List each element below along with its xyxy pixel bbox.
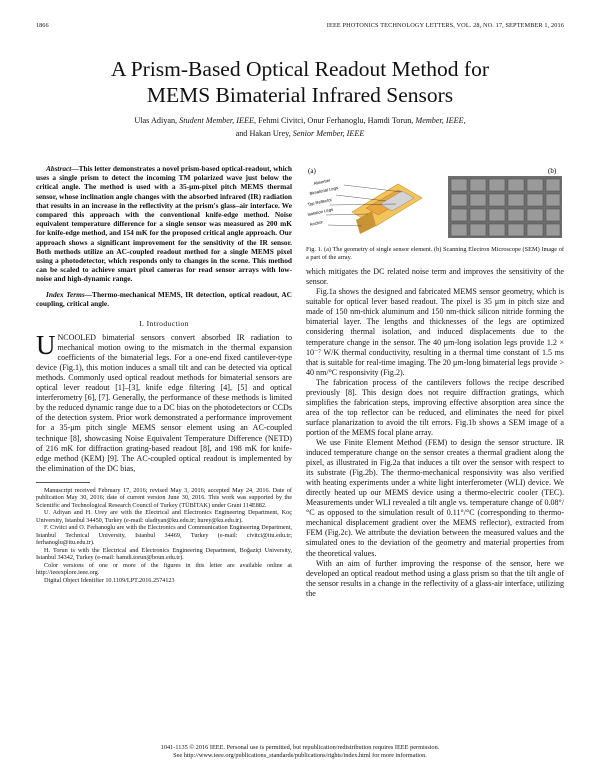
body-paragraph: With an aim of further improving the response of the sensor, here we developed an optical readout method using a glass prism so that the tilt angle of the sensor results in a change in the reflectivity of a glass-air interface, utilizing the xyxy=(306,558,564,598)
paper-title xyxy=(40,56,560,108)
author-1: Ulas Adiyan, xyxy=(134,116,178,125)
body-paragraph: The fabrication process of the cantilevers follows the recipe described previously [8]. This design does not require diffraction gratings, which simplifies the fabrication steps, improving effective absorption area since the area of the top reflector can be reduced, and eliminates the need for pixel surface planarization to avoid the tilt errors. Fig.1b shows a SEM image of a portion of the MEMS focal plane array. xyxy=(306,377,564,437)
right-column xyxy=(306,164,564,599)
footnote-rule xyxy=(36,482,90,483)
drop-cap: U xyxy=(36,330,56,361)
sensor-geometry-figure xyxy=(306,164,434,240)
footnote: Manuscript received February 17, 2016; revised May 3, 2016; accepted May 24, 2016. Date of publication May 30, 2016; date of current version June 30, 2016. This work was supported by the Scientific and Technological Research Council of Turkey (TÜBİTAK) under Grant 114E882. xyxy=(36,486,292,509)
label-isolation-legs: Isolation Legs xyxy=(307,206,334,217)
author-2-4-role: Member, IEEE, xyxy=(415,116,466,125)
journal-name: IEEE PHOTONICS TECHNOLOGY LETTERS, VOL. 28, NO. 17, SEPTEMBER 1, 2016 xyxy=(326,22,564,29)
label-top-reflector: Top Reflector xyxy=(307,196,333,207)
footnote: H. Torun is with the Electrical and Electronics Engineering Department, Boğaziçi University, Istanbul 34342, Turkey (e-mail: hamdi.torun@boun.edu.tr). xyxy=(36,546,292,562)
section-heading-introduction: I. Introduction xyxy=(139,319,189,329)
footnote: Color versions of one or more of the figures in this letter are available online at http://ieeexplore.ieee.org. xyxy=(36,561,292,577)
title-line-1: A Prism-Based Optical Readout Method for xyxy=(111,57,489,81)
abstract-text: —This letter demonstrates a novel prism-based optical-readout, which uses a single prism to detect the incoming TM polarized wave just below the critical angle. The method is used with a 35-μm-pixel pitch MEMS thermal sensor, whose inclination angle changes with the absorbed infrared (IR) radiation that results in an increase in the reflectivity at the prism's glass–air interface. We compared this approach with the conventional knife-edge method. Noise equivalent temperature difference for a single sensor was measured as 200 mK for knife-edge method, and 154 mK for the proposed critical angle approach. Our approach shows a significant improvement for the sensitivity of the IR sensor. Both methods utilize an AC-coupled readout method for a single MEMS pixel using a photodetector, which responds only to changes in the scene. This method can be scaled to achieve smart pixel cameras for read sensor arrays with low-noise and high-dynamic range. xyxy=(36,164,292,284)
body-paragraph: We use Finite Element Method (FEM) to design the sensor structure. IR induced temperature change on the sensor creates a thermal gradient along the pixel, as illustrated in Fig.2a that induces a tilt over the sensor with respect to its substrate (Fig.2b). The thermo-mechanical responsivity was also verified with heating experiments under a white light interferometer (WLI) device. We directly heated up our MEMS device using a thermo-electric cooler (TEC). Measurements under WLI revealed a tilt angle vs. temperature change of 0.08°/°C as opposed to the simulation result of 0.11°/°C (corresponding to thermo-mechanical displacement gradient over the MEMS reflector), extracted from FEM (Fig.2c). We attribute the deviation between the measured values and the simulated ones to the deviation of the geometry and material properties from the theoretical values. xyxy=(306,437,564,558)
index-terms-text: —Thermo-mechanical MEMS, IR detection, optical readout, AC coupling, critical angle. xyxy=(36,289,292,308)
label-anchor: Anchor xyxy=(309,219,324,227)
index-terms xyxy=(36,290,292,308)
page-number: 1866 xyxy=(36,22,49,29)
title-line-2: MEMS Bimaterial Infrared Sensors xyxy=(146,83,454,107)
intro-text: bimaterial sensors convert absorbed IR radiation to mechanical motion owing to the mismatch in the thermal expansion coefficients of the bimaterial legs. For a one-end fixed cantilever-type device (Fig.1), this motion induces a small tilt and can be detected via optical methods. Commonly used optical readout methods for bimaterial sensors are optical lever readout [1]–[3], knife edge filtering [4], [5] and optical interferometry [6], [7]. Generally, the performance of these methods is limited by the reduced dynamic range due to a DC bias on the photodetectors or CCDs of the detection system. Prior work demonstrated a performance improvement for a 35-μm pitch single MEMS sensor element using an AC-coupled technique [8], showcasing Noise Equivalent Temperature Difference (NETD) of 216 mK for diffraction grating-based readout [8], and 198 mK for knife-edge method (KEM) [9]. The AC-coupled optical readout is implemented by the elimination of the DC bias, xyxy=(36,333,292,473)
sem-image xyxy=(438,164,564,240)
footnote: U. Adiyan and H. Urey are with the Electrical and Electronics Engineering Department, Koç University, Istanbul 34450, Turkey (e-mail: uladiyan@ku.edu.tr; hurey@ku.edu.tr). xyxy=(36,509,292,524)
copyright-line-1: 1041-1135 © 2016 IEEE. Personal use is permitted, but republication/redistribution requires IEEE permission. xyxy=(160,744,440,751)
author-2-4: , Fehmi Civitci, Onur Ferhanoglu, Hamdi Torun, xyxy=(253,116,414,125)
label-bimaterial-legs: Bimaterial Legs xyxy=(309,185,339,196)
copyright-notice xyxy=(36,744,564,760)
author-list xyxy=(40,114,560,140)
figure-panel-a-label: (a) xyxy=(308,167,316,175)
left-column xyxy=(36,164,292,584)
figure-caption: Fig. 1. (a) The geometry of single sensor element. (b) Scanning Electron Microscope (SEM) Image of a part of the array. xyxy=(306,246,564,261)
index-terms-label: Index Terms xyxy=(46,289,85,299)
running-header xyxy=(36,22,564,32)
abstract-label: Abstract xyxy=(46,164,72,173)
abstract xyxy=(36,164,292,284)
intro-first-word: NCOOLED xyxy=(57,333,96,343)
footnote: F. Civitci and O. Ferhanoglu are with the Electronics and Communication Engineering Department, Istanbul Technical University, Istanbul 34469, Turkey (e-mail: civitci@itu.edu.tr; ferhanoglu@itu.edu.tr). xyxy=(36,524,292,547)
figure-1 xyxy=(306,164,564,242)
label-absorber: Absorber xyxy=(313,177,331,186)
intro-paragraph xyxy=(36,330,292,474)
author-5: and Hakan Urey, xyxy=(235,129,291,139)
author-1-role: Student Member, IEEE xyxy=(179,116,254,125)
author-5-role: Senior Member, IEEE xyxy=(292,129,365,139)
figure-panel-b-label: (b) xyxy=(548,167,557,175)
copyright-line-2: See http://www.ieee.org/publications_standards/publications/rights/index.html for more information. xyxy=(173,752,427,759)
body-paragraph: Fig.1a shows the designed and fabricated MEMS sensor geometry, which is suitable for optical lever based readout. The pixel is 35 μm in pitch size and made of 150 nm-thick aluminum and 150 nm-thick silicon nitride forming the bimaterial layer. The lengths and thicknesses of the legs are optimized considering thermal isolation, and induced displacements due to the temperature change in the sensor. The 40 μm-long isolation legs provide 1.2 × 10⁻⁷ W/K thermal conductivity, resulting in a thermal time constant of 1.5 ms that is suitable for real-time imaging. The 20 μm-long bimaterial legs provide > 40 nm/°C responsivity (Fig.2). xyxy=(306,287,564,377)
footnote: Digital Object Identifier 10.1109/LPT.2016.2574123 xyxy=(44,576,175,584)
body-paragraph: which mitigates the DC related noise term and improves the sensitivity of the sensor. xyxy=(306,267,564,287)
